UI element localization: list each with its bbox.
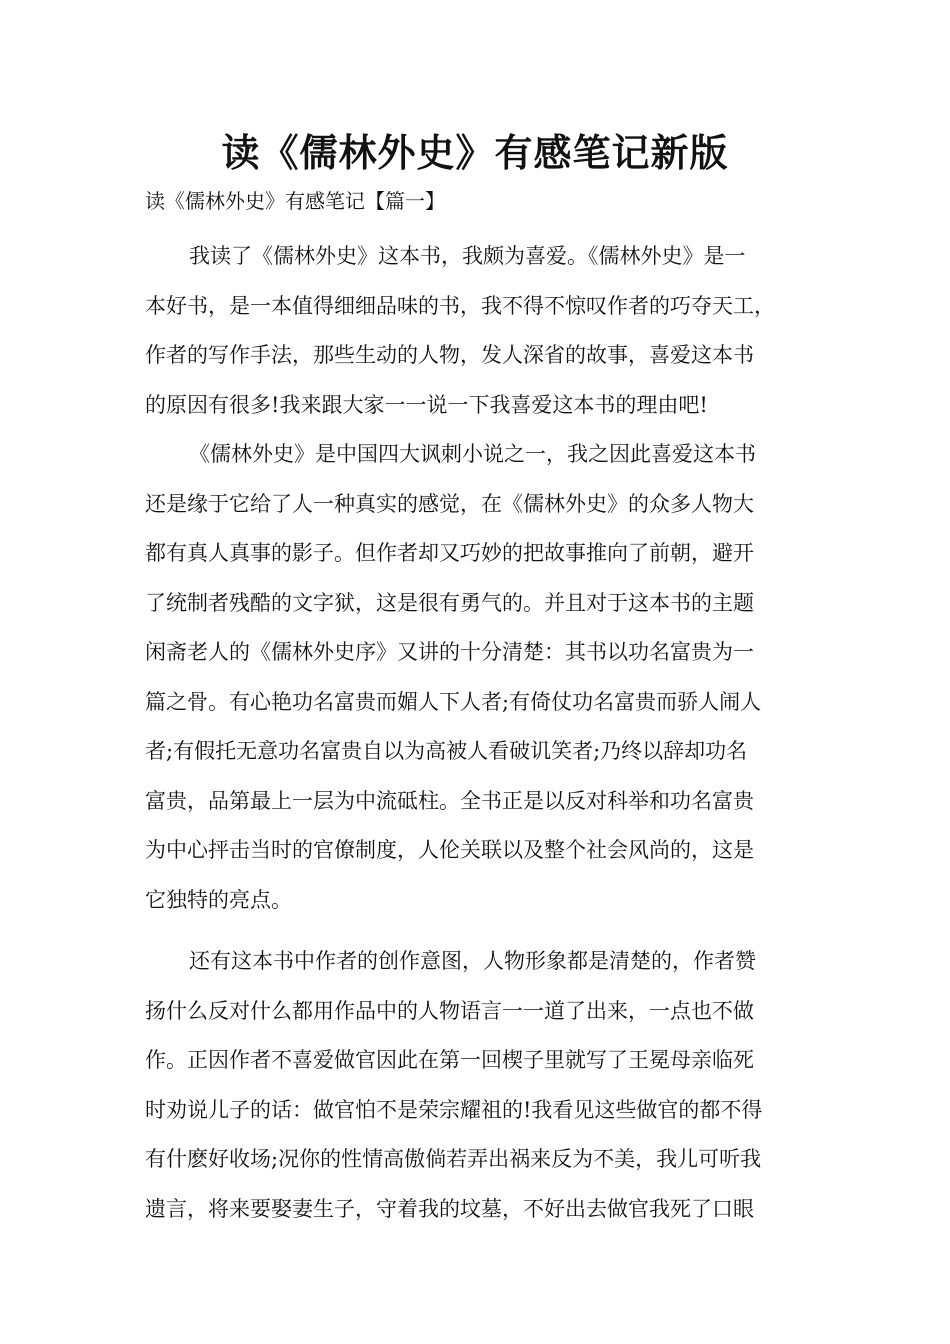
paragraph-line: 都有真人真事的影子。但作者却又巧妙的把故事推向了前朝，避开: [145, 541, 754, 565]
paragraph-1: [145, 232, 820, 430]
paragraph-line: 还有这本书中作者的创作意图，人物形象都是清楚的，作者赞: [189, 949, 756, 973]
paragraph-line: 富贵，品第最上一层为中流砥柱。全书正是以反对科举和功名富贵: [145, 788, 754, 813]
paragraph-line: 作者的写作手法，那些生动的人物，发人深省的故事，喜爱这本书: [145, 343, 754, 367]
paragraph-line: 还是缘于它给了人一种真实的感觉，在《儒林外史》的众多人物大: [145, 491, 754, 516]
paragraph-line: 篇之骨。有心艳功名富贵而媚人下人者;有倚仗功名富贵而骄人闹人: [145, 689, 762, 714]
paragraph-3: [145, 937, 820, 1234]
paragraph-line: 的原因有很多!我来跟大家一一说一下我喜爱这本书的理由吧!: [145, 392, 708, 417]
paragraph-line: 遗言，将来要娶妻生子，守着我的坟墓，不好出去做官我死了口眼: [145, 1196, 754, 1221]
paragraph-line: 为中心抨击当时的官僚制度，人伦关联以及整个社会风尚的，这是: [145, 838, 754, 862]
paragraph-line: 时劝说儿子的话：做官怕不是荣宗耀祖的!我看见这些做官的都不得: [145, 1097, 763, 1122]
paragraph-2: [145, 430, 820, 925]
paragraph-line: 了统制者残酷的文字狱，这是很有勇气的。并且对于这本书的主题: [145, 590, 754, 615]
paragraph-line: 我读了《儒林外史》这本书，我颇为喜爱。《儒林外史》是一: [189, 244, 746, 268]
section-subtitle: 读《儒林外史》有感笔记【篇一】: [145, 189, 445, 213]
paragraph-line: 闲斋老人的《儒林外史序》又讲的十分清楚：其书以功名富贵为一: [145, 640, 754, 664]
paragraph-line: 有什麽好收场;况你的性情高傲倘若弄出祸来反为不美，我儿可听我: [145, 1147, 762, 1171]
paragraph-line: 扬什么反对什么都用作品中的人物语言一一道了出来，一点也不做: [145, 998, 754, 1023]
document-title: 读《儒林外史》有感笔记新版: [221, 131, 729, 175]
paragraph-line: 《儒林外史》是中国四大讽刺小说之一，我之因此喜爱这本书: [189, 442, 756, 466]
document-body: [145, 232, 820, 1234]
paragraph-line: 者;有假托无意功名富贵自以为高被人看破讥笑者;乃终以辞却功名: [145, 739, 748, 763]
paragraph-line: 本好书，是一本值得细细品味的书，我不得不惊叹作者的巧夺天工，: [145, 293, 775, 318]
paragraph-line: 它独特的亮点。: [145, 887, 292, 912]
paragraph-line: 作。正因作者不喜爱做官因此在第一回楔子里就写了王冕母亲临死: [145, 1048, 754, 1072]
